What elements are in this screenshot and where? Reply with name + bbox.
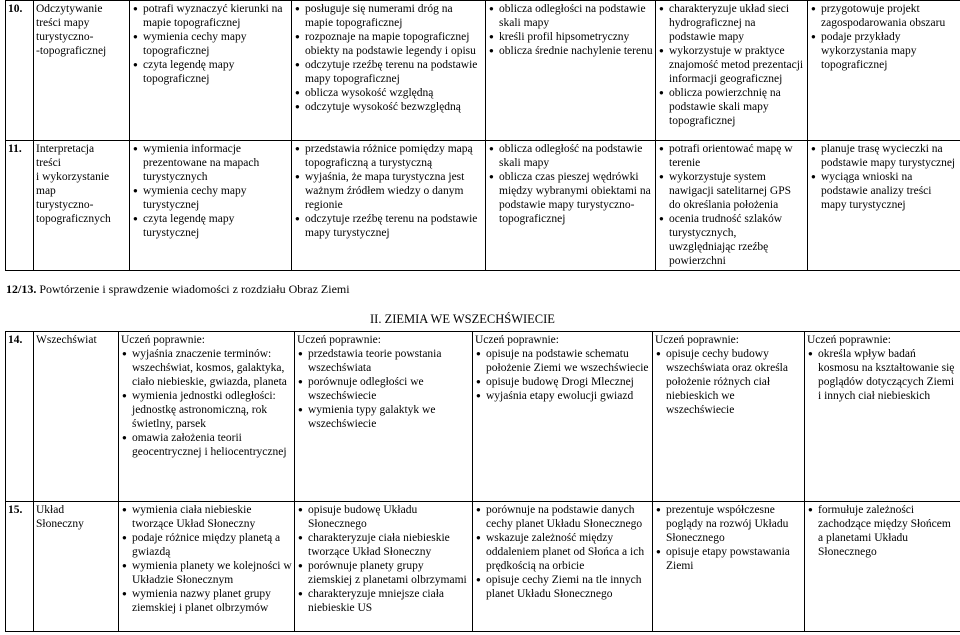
list-item: ● wymienia cechy mapy turystycznej xyxy=(143,184,289,212)
requirements-cell xyxy=(805,332,960,502)
list-item: ● wyjaśnia etapy ewolucji gwiazd xyxy=(486,389,650,403)
list-item: ● wymienia nazwy planet grupy ziemskiej i planet olbrzymów xyxy=(132,587,292,615)
topic-line: topograficznych xyxy=(36,213,111,225)
list-item: ● omawia założenia teorii geocentrycznej i heliocentrycznej xyxy=(132,431,292,459)
cell-label: Uczeń poprawnie: xyxy=(807,334,891,346)
list-item: ● przygotowuje projekt zagospodarowania obszaru xyxy=(821,2,958,30)
list-item: ● wykorzystuje w praktyce znajomość metod prezentacji informacji geograficznej xyxy=(669,44,805,86)
list-item: ● charakteryzuje układ sieci hydrograficznej na podstawie mapy xyxy=(669,2,805,44)
table-row xyxy=(6,1,960,141)
list-item: ● oblicza odległość na podstawie skali mapy xyxy=(499,142,653,170)
lesson-number: 11. xyxy=(6,141,34,271)
list-item: ● oblicza odległości na podstawie skali mapy xyxy=(499,2,653,30)
requirements-cell xyxy=(473,502,653,632)
list-item: ● oblicza czas pieszej wędrówki między wybranymi obiektami na podstawie mapy turystyczno-topograficznej xyxy=(499,170,653,226)
list-item: ● porównuje odległości we wszechświecie xyxy=(308,375,470,403)
list-item: ● wskazuje zależność między oddaleniem planet od Słońca a ich prędkością na orbicie xyxy=(486,531,650,573)
list-item: ● określa wpływ badań kosmosu na kształtowanie się poglądów dotyczących Ziemi i innych ciał niebieskich xyxy=(818,347,958,403)
list-item: ● przedstawia teorie powstania wszechświata xyxy=(308,347,470,375)
list-item: ● wymienia jednostki odległości: jednostkę astronomiczną, rok świetlny, parsek xyxy=(132,389,292,431)
list-item: ● opisuje cechy Ziemi na tle innych planet Układu Słonecznego xyxy=(486,573,650,601)
list-item: ● odczytuje rzeźbę terenu na podstawie mapy topograficznej xyxy=(305,58,483,86)
requirements-cell xyxy=(805,502,960,632)
list-item: ● planuje trasę wycieczki na podstawie mapy turystycznej xyxy=(821,142,958,170)
topic-line: Słoneczny xyxy=(36,518,84,530)
list-item: ● czyta legendę mapy topograficznej xyxy=(143,58,289,86)
list-item: ● porównuje na podstawie danych cechy planet Układu Słonecznego xyxy=(486,503,650,531)
list-item: ● oblicza powierzchnię na podstawie skali mapy topograficznej xyxy=(669,86,805,128)
list-item: ● porównuje planety grupy ziemskiej z planetami olbrzymami xyxy=(308,559,470,587)
list-item: ● wymienia informacje prezentowane na mapach turystycznych xyxy=(143,142,289,184)
topic-line: turystyczno- xyxy=(36,199,94,211)
requirements-cell xyxy=(119,502,295,632)
cell-label: Uczeń poprawnie: xyxy=(297,334,381,346)
requirements-cell xyxy=(292,1,486,141)
topic-line: treści mapy xyxy=(36,17,90,29)
list-item: ● przedstawia różnice pomiędzy mapą topograficzną a turystyczną xyxy=(305,142,483,170)
topic-line: treści xyxy=(36,157,61,169)
list-item: ● kreśli profil hipsometryczny xyxy=(499,30,653,44)
topic-line: Odczytywanie xyxy=(36,3,103,15)
requirements-cell xyxy=(656,141,808,271)
list-item: ● oblicza wysokość względną xyxy=(305,86,483,100)
requirements-cell xyxy=(656,1,808,141)
topic-line: Wszechświat xyxy=(36,334,97,346)
table-row xyxy=(6,502,960,632)
requirements-cell xyxy=(653,332,805,502)
list-item: ● charakteryzuje ciała niebieskie tworzące Układ Słoneczny xyxy=(308,531,470,559)
list-item: ● wyciąga wnioski na podstawie analizy treści mapy turystycznej xyxy=(821,170,958,212)
list-item: ● odczytuje rzeźbę terenu na podstawie mapy turystycznej xyxy=(305,212,483,240)
list-item: ● oblicza średnie nachylenie terenu xyxy=(499,44,653,58)
requirements-cell xyxy=(295,502,473,632)
topic-line: -topograficznej xyxy=(36,45,107,57)
lesson-topic xyxy=(34,1,130,141)
list-item: ● wyjaśnia znaczenie terminów: wszechświat, kosmos, galaktyka, ciało niebieskie, gwiazda, planeta xyxy=(132,347,292,389)
list-item: ● potrafi orientować mapę w terenie xyxy=(669,142,805,170)
list-item: ● ocenia trudność szlaków turystycznych, uwzględniając rzeźbę powierzchni xyxy=(669,212,805,268)
list-item: ● opisuje etapy powstawania Ziemi xyxy=(666,545,802,573)
curriculum-table-topography xyxy=(5,0,960,271)
section-title: II. ZIEMIA WE WSZECHŚWIECIE xyxy=(370,312,555,326)
list-item: ● podaje różnice między planetą a gwiazdą xyxy=(132,531,292,559)
cell-label: Uczeń poprawnie: xyxy=(121,334,205,346)
requirements-cell xyxy=(653,502,805,632)
curriculum-table-universe xyxy=(5,331,960,632)
lesson-number: 10. xyxy=(6,1,34,141)
topic-line: Interpretacja xyxy=(36,143,95,155)
lesson-topic xyxy=(34,332,119,502)
requirements-cell xyxy=(808,1,960,141)
list-item: ● opisuje na podstawie schematu położenie Ziemi we wszechświecie xyxy=(486,347,650,375)
topic-line: i wykorzystanie xyxy=(36,171,110,183)
lesson-number: 15. xyxy=(6,502,34,632)
list-item: ● wymienia cechy mapy topograficznej xyxy=(143,30,289,58)
requirements-cell xyxy=(808,141,960,271)
list-item: ● opisuje cechy budowy wszechświata oraz określa położenie różnych ciał niebieskich we wszechświecie xyxy=(666,347,802,417)
list-item: ● charakteryzuje mniejsze ciała niebieskie US xyxy=(308,587,470,615)
requirements-cell xyxy=(486,1,656,141)
list-item: ● czyta legendę mapy turystycznej xyxy=(143,212,289,240)
list-item: ● opisuje budowę Drogi Mlecznej xyxy=(486,375,650,389)
lesson-topic xyxy=(34,502,119,632)
review-lesson-number: 12/13. xyxy=(6,282,37,296)
table-row xyxy=(6,332,960,502)
lesson-number: 14. xyxy=(6,332,34,502)
requirements-cell xyxy=(473,332,653,502)
requirements-cell xyxy=(295,332,473,502)
table-row xyxy=(6,141,960,271)
requirements-cell xyxy=(119,332,295,502)
review-lesson-line xyxy=(6,282,350,297)
list-item: ● wykorzystuje system nawigacji satelitarnej GPS do określania położenia xyxy=(669,170,805,212)
list-item: ● odczytuje wysokość bezwzględną xyxy=(305,100,483,114)
requirements-cell xyxy=(292,141,486,271)
list-item: ● wymienia typy galaktyk we wszechświecie xyxy=(308,403,470,431)
requirements-cell xyxy=(130,141,292,271)
list-item: ● wymienia planety we kolejności w Układzie Słonecznym xyxy=(132,559,292,587)
list-item: ● podaje przykłady wykorzystania mapy topograficznej xyxy=(821,30,958,72)
topic-line: map xyxy=(36,185,56,197)
requirements-cell xyxy=(130,1,292,141)
review-lesson-text: Powtórzenie i sprawdzenie wiadomości z rozdziału Obraz Ziemi xyxy=(39,282,350,296)
topic-line: Układ xyxy=(36,504,65,516)
lesson-topic xyxy=(34,141,130,271)
list-item: ● formułuje zależności zachodzące między Słońcem a planetami Układu Słonecznego xyxy=(818,503,958,559)
list-item: ● wyjaśnia, że mapa turystyczna jest ważnym źródłem wiedzy o danym regionie xyxy=(305,170,483,212)
list-item: ● posługuje się numerami dróg na mapie topograficznej xyxy=(305,2,483,30)
topic-line: turystyczno- xyxy=(36,31,94,43)
list-item: ● rozpoznaje na mapie topograficznej obiekty na podstawie legendy i opisu xyxy=(305,30,483,58)
list-item: ● prezentuje współczesne poglądy na rozwój Układu Słonecznego xyxy=(666,503,802,545)
cell-label: Uczeń poprawnie: xyxy=(475,334,559,346)
requirements-cell xyxy=(486,141,656,271)
list-item: ● opisuje budowę Układu Słonecznego xyxy=(308,503,470,531)
cell-label: Uczeń poprawnie: xyxy=(655,334,739,346)
list-item: ● potrafi wyznaczyć kierunki na mapie topograficznej xyxy=(143,2,289,30)
list-item: ● wymienia ciała niebieskie tworzące Układ Słoneczny xyxy=(132,503,292,531)
